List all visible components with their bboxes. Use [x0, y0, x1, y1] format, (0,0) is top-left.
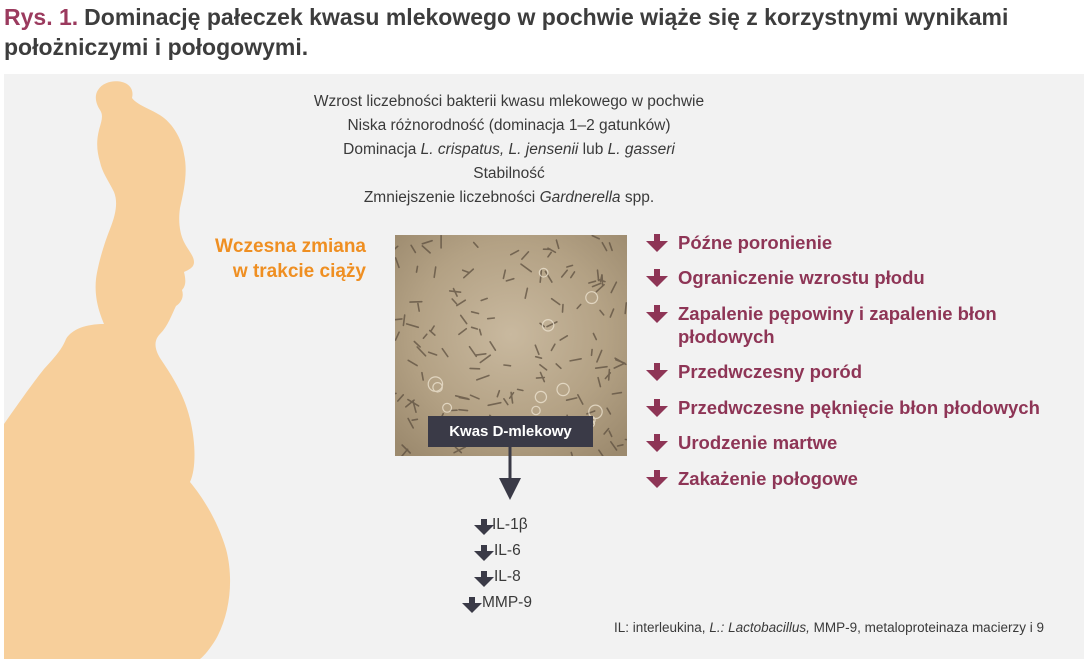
figure-title-text: Dominację pałeczek kwasu mlekowego w pochwie wiąże się z korzystnymi wynikami położniczymi i połogowymi. [4, 4, 1009, 60]
figure-number: Rys. 1. [4, 4, 79, 30]
down-arrow-icon [646, 434, 668, 452]
footnote-part: IL: interleukina, [614, 620, 710, 635]
outcome-text: Zapalenie pępowiny i zapalenie błon płodowych [678, 303, 997, 347]
outcome-text: Przedwczesny poród [678, 361, 863, 382]
cytokine-item [460, 514, 580, 538]
down-arrow-icon [646, 363, 668, 381]
characteristic-line: Wzrost liczebności bakterii kwasu mlekowego w pochwie [313, 93, 705, 110]
cytokine-item [460, 592, 580, 616]
down-arrow-icon [462, 597, 482, 613]
cytokine-item [460, 566, 580, 590]
characteristic-line: Stabilność [473, 165, 545, 182]
footnote-part: L.: Lactobacillus, [709, 620, 810, 635]
early-change-line: Wczesna zmiana [215, 236, 366, 257]
down-arrow-icon [646, 269, 668, 287]
text-part: Zmniejszenie liczebności [363, 189, 540, 206]
species-name: L. gasseri [607, 141, 675, 158]
species-name: L. crispatus, L. jensenii [420, 141, 579, 158]
cytokine-label: IL-6 [494, 542, 521, 559]
cytokine-label: IL-8 [494, 568, 521, 585]
down-arrow-icon [499, 478, 521, 500]
down-arrow-icon [474, 519, 494, 535]
figure-title [4, 2, 1084, 62]
down-arrow-icon [474, 545, 494, 561]
cytokine-label: IL-1β [492, 516, 528, 533]
genus-name: Gardnerella [539, 189, 621, 206]
text-part: lub [578, 141, 608, 158]
outcome-text: Ograniczenie wzrostu płodu [678, 267, 925, 288]
down-arrow-icon [646, 470, 668, 488]
down-arrow-icon [646, 234, 668, 252]
down-arrow-icon [646, 305, 668, 323]
footnote-part: MMP-9, metaloproteinaza macierzy i 9 [809, 620, 1044, 635]
down-arrow-icon [474, 571, 494, 587]
outcome-text: Późne poronienie [678, 232, 833, 253]
text-part: spp. [620, 189, 655, 206]
outcome-text: Przedwczesne pęknięcie błon płodowych [678, 397, 1040, 418]
down-arrow-icon [646, 399, 668, 417]
footnote [614, 620, 1044, 635]
outcome-text: Urodzenie martwe [678, 432, 838, 453]
characteristic-line: Niska różnorodność (dominacja 1–2 gatunków) [347, 117, 671, 134]
cytokine-item [460, 540, 580, 564]
outcome-text: Zakażenie połogowe [678, 468, 858, 489]
d-lactic-acid-label: Kwas D-mlekowy [428, 416, 593, 447]
cytokine-label: MMP-9 [482, 594, 532, 611]
text-part: Dominacja [343, 141, 421, 158]
early-change-line: w trakcie ciąży [232, 261, 366, 282]
figure-panel [4, 74, 1084, 659]
